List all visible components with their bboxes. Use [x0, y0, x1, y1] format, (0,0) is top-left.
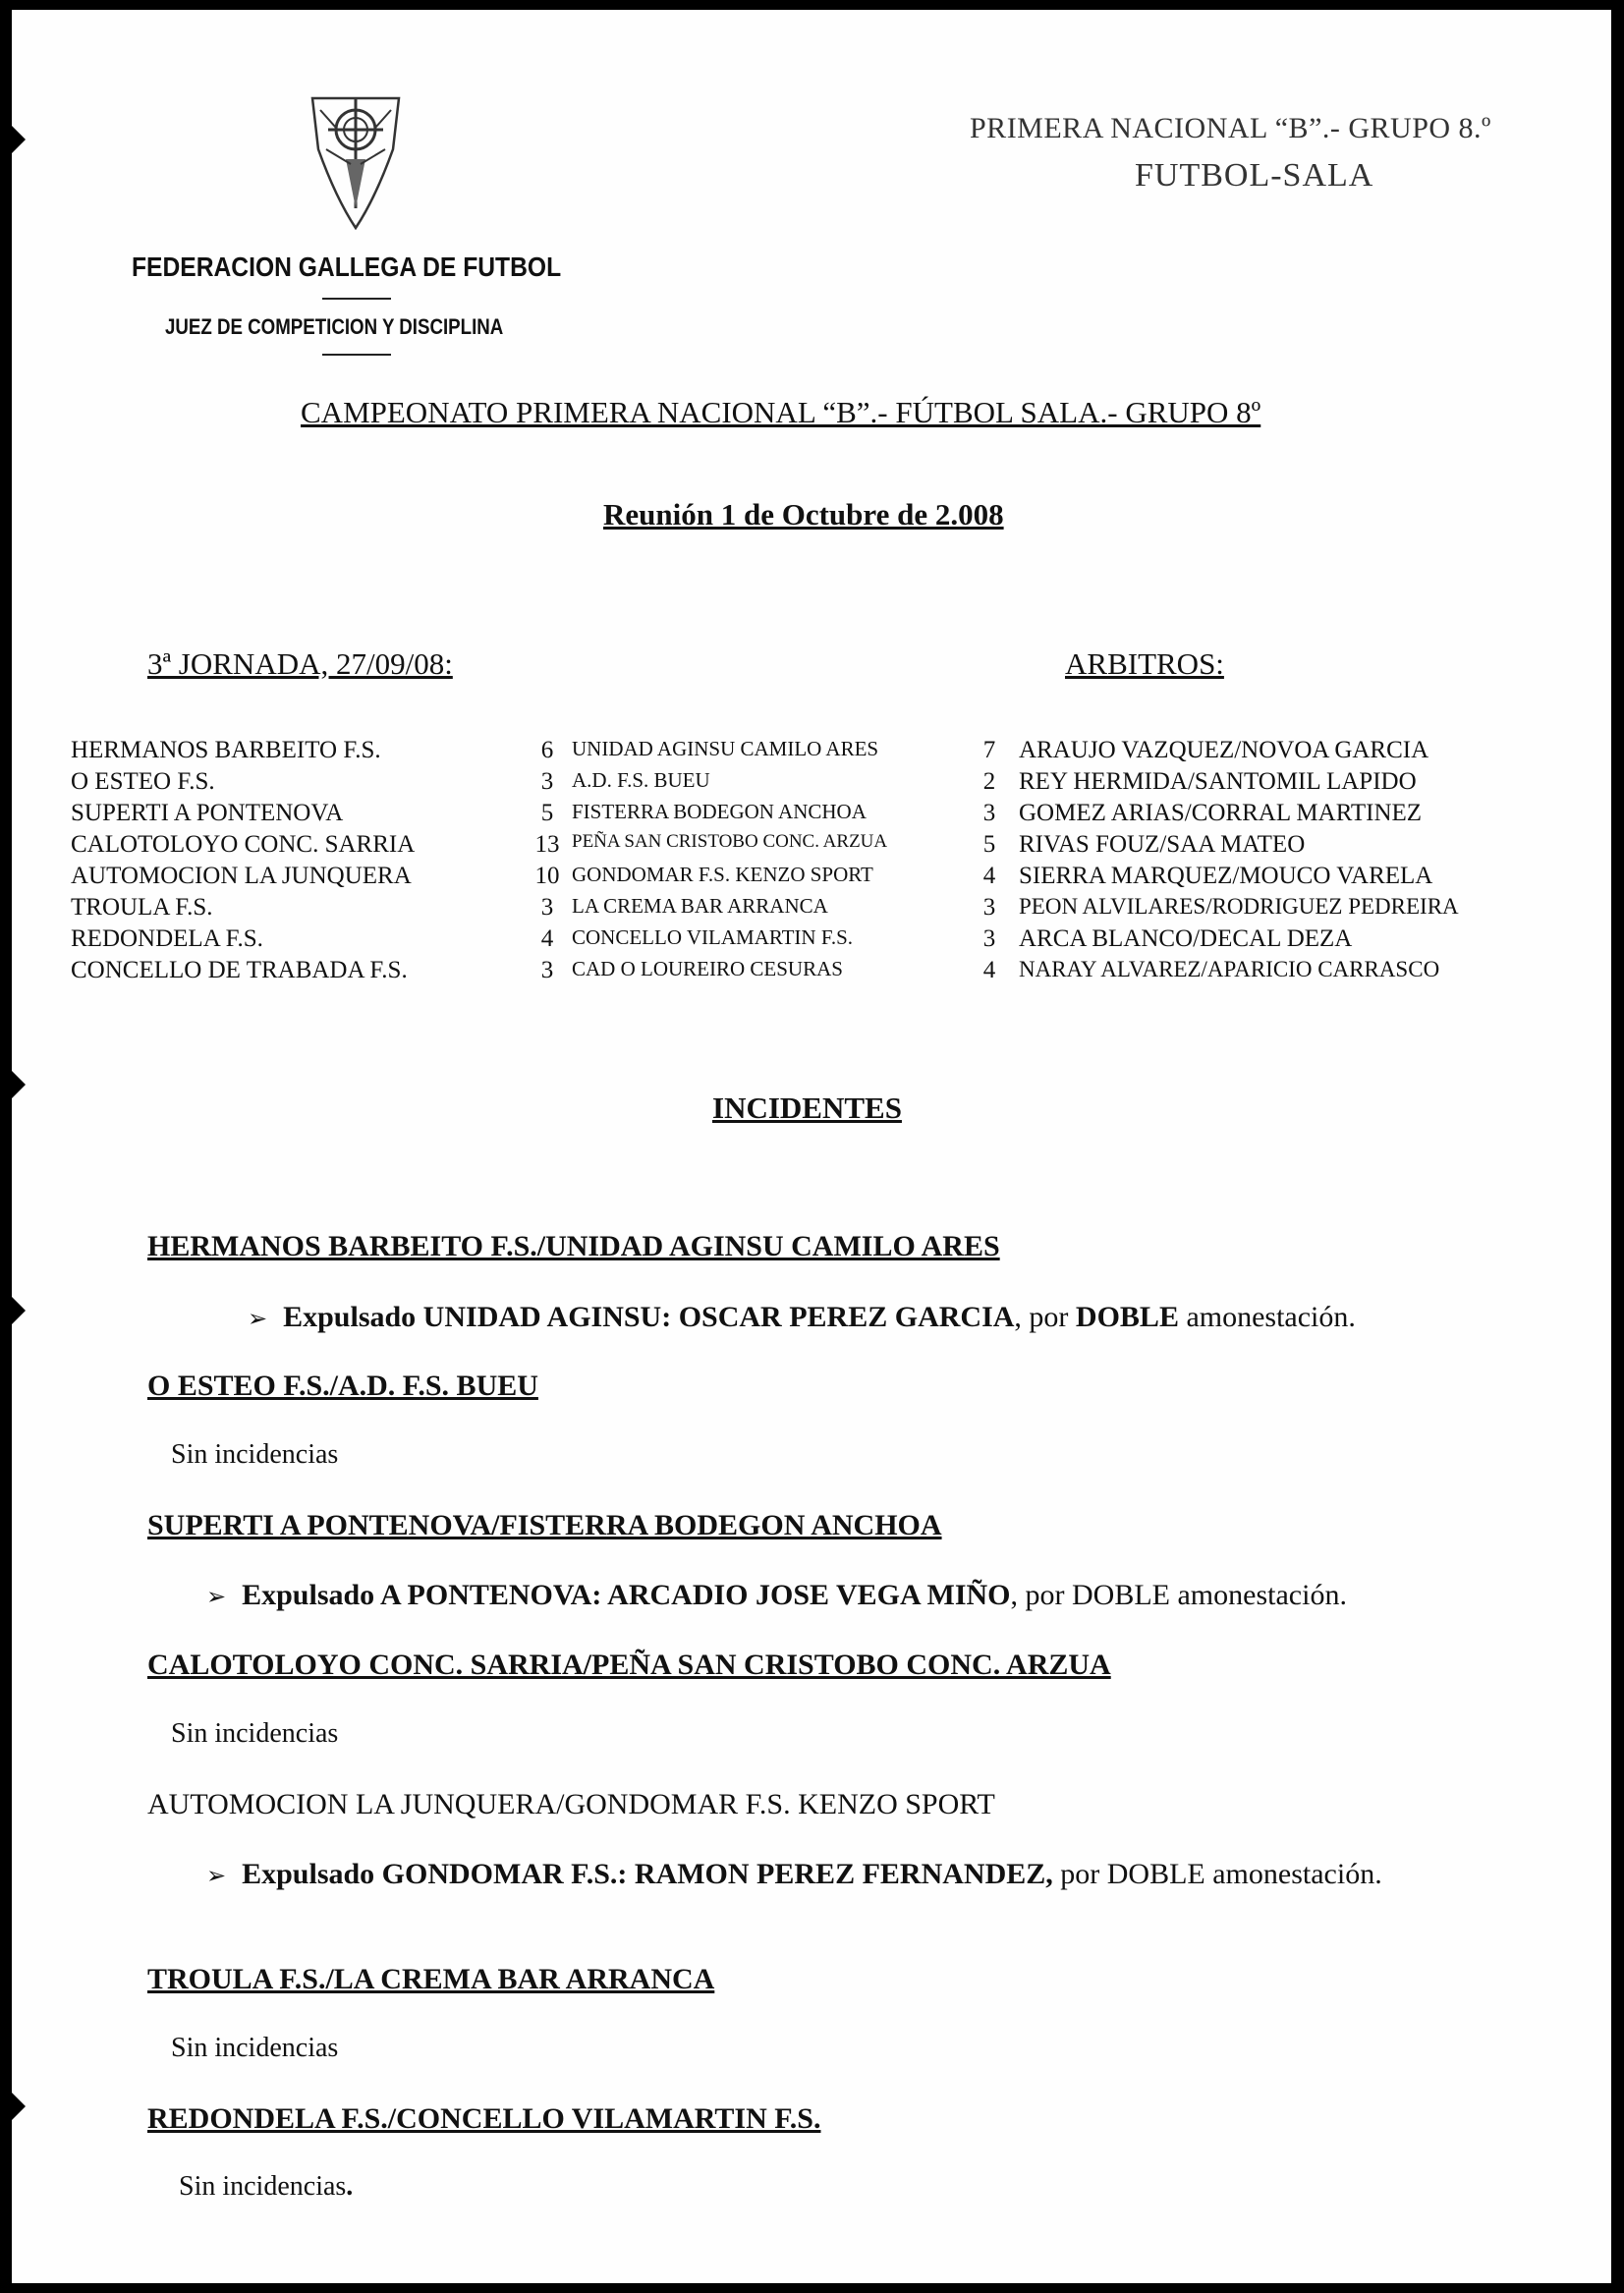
document-title: CAMPEONATO PRIMERA NACIONAL “B”.- FÚTBOL SALA.- GRUPO 8º — [301, 395, 1261, 429]
incident-text: por DOBLE amonestación. — [1052, 1858, 1382, 1890]
incidents-heading: INCIDENTES — [712, 1091, 902, 1125]
table-row — [12, 800, 1603, 831]
arrow-bullet-icon: ➢ — [206, 1864, 227, 1889]
home-score: 4 — [540, 925, 554, 952]
incident-match-title: HERMANOS BARBEITO F.S./UNIDAD AGINSU CAMILO ARES — [147, 1230, 1000, 1262]
torn-edge-mark — [12, 126, 26, 153]
away-score: 4 — [982, 863, 996, 889]
table-row — [12, 957, 1603, 988]
incident-match-title: AUTOMOCION LA JUNQUERA/GONDOMAR F.S. KENZO SPORT — [147, 1788, 995, 1820]
torn-edge-mark — [12, 1071, 26, 1098]
referees: NARAY ALVAREZ/APARICIO CARRASCO — [1019, 957, 1440, 981]
away-team: LA CREMA BAR ARRANCA — [572, 894, 828, 918]
referees: ARAUJO VAZQUEZ/NOVOA GARCIA — [1019, 737, 1429, 763]
incident-note — [179, 2171, 353, 2203]
incident-text: , por DOBLE amonestación. — [1010, 1579, 1347, 1611]
table-row — [12, 768, 1603, 800]
home-team: AUTOMOCION LA JUNQUERA — [71, 863, 412, 889]
table-row — [12, 925, 1603, 957]
home-score: 13 — [534, 831, 560, 858]
home-team: SUPERTI A PONTENOVA — [71, 800, 344, 826]
incident-text-bold: DOBLE — [1075, 1301, 1179, 1333]
home-score: 6 — [540, 737, 554, 763]
away-score: 2 — [982, 768, 996, 795]
away-score: 3 — [982, 894, 996, 921]
away-team: A.D. F.S. BUEU — [572, 768, 710, 792]
incident-bullet — [248, 1301, 1356, 1334]
referees: GOMEZ ARIAS/CORRAL MARTINEZ — [1019, 800, 1423, 826]
home-score: 3 — [540, 768, 554, 795]
divider — [322, 354, 391, 356]
away-score: 3 — [982, 800, 996, 826]
away-score: 5 — [982, 831, 996, 858]
referees: RIVAS FOUZ/SAA MATEO — [1019, 831, 1306, 858]
away-team: GONDOMAR F.S. KENZO SPORT — [572, 863, 873, 886]
arrow-bullet-icon: ➢ — [206, 1585, 227, 1610]
away-team: UNIDAD AGINSU CAMILO ARES — [572, 737, 879, 760]
incident-match-title: CALOTOLOYO CONC. SARRIA/PEÑA SAN CRISTOBO CONC. ARZUA — [147, 1649, 1111, 1681]
incident-bullet — [206, 1858, 1382, 1891]
incident-expulsion: Expulsado UNIDAD AGINSU: OSCAR PEREZ GARCIA — [283, 1301, 1015, 1333]
torn-edge-mark — [12, 1297, 26, 1324]
home-team: CONCELLO DE TRABADA F.S. — [71, 957, 408, 983]
table-row — [12, 831, 1603, 863]
competition-line-1: PRIMERA NACIONAL “B”.- GRUPO 8.º — [970, 112, 1491, 144]
torn-edge-mark — [12, 2093, 26, 2120]
away-team: CONCELLO VILAMARTIN F.S. — [572, 925, 854, 949]
referees: REY HERMIDA/SANTOMIL LAPIDO — [1019, 768, 1417, 795]
incident-match-title: TROULA F.S./LA CREMA BAR ARRANCA — [147, 1963, 715, 1995]
away-team: PEÑA SAN CRISTOBO CONC. ARZUA — [572, 831, 888, 852]
home-team: TROULA F.S. — [71, 894, 213, 921]
home-score: 5 — [540, 800, 554, 826]
incident-note-text: Sin incidencias — [179, 2171, 347, 2202]
home-team: HERMANOS BARBEITO F.S. — [71, 737, 381, 763]
ffg-shield-logo-icon — [307, 90, 405, 233]
away-score: 3 — [982, 925, 996, 952]
incident-text: , por — [1014, 1301, 1076, 1333]
away-team: CAD O LOUREIRO CESURAS — [572, 957, 843, 980]
federation-name: FEDERACION GALLEGA DE FUTBOL — [132, 252, 562, 282]
table-row — [12, 894, 1603, 925]
divider — [322, 298, 391, 300]
away-team: FISTERRA BODEGON ANCHOA — [572, 800, 867, 823]
table-row — [12, 737, 1603, 768]
away-score: 4 — [982, 957, 996, 983]
incident-bullet — [206, 1579, 1347, 1612]
table-row — [12, 863, 1603, 894]
incident-note: Sin incidencias — [171, 2033, 339, 2063]
incident-expulsion: Expulsado A PONTENOVA: ARCADIO JOSE VEGA MIÑO — [242, 1579, 1011, 1611]
referees-label: ARBITROS: — [1065, 646, 1224, 681]
home-team: CALOTOLOYO CONC. SARRIA — [71, 831, 416, 858]
home-team: O ESTEO F.S. — [71, 768, 215, 795]
home-score: 3 — [540, 957, 554, 983]
home-team: REDONDELA F.S. — [71, 925, 263, 952]
home-score: 3 — [540, 894, 554, 921]
incident-match-title: REDONDELA F.S./CONCELLO VILAMARTIN F.S. — [147, 2102, 821, 2135]
competition-line-2: FUTBOL-SALA — [1135, 157, 1374, 194]
away-score: 7 — [982, 737, 996, 763]
incident-match-title: O ESTEO F.S./A.D. F.S. BUEU — [147, 1370, 538, 1402]
arrow-bullet-icon: ➢ — [248, 1307, 268, 1332]
meeting-date: Reunión 1 de Octubre de 2.008 — [603, 497, 1004, 531]
incident-note: Sin incidencias — [171, 1718, 339, 1749]
incident-text: amonestación. — [1178, 1301, 1356, 1333]
referees: PEON ALVILARES/RODRIGUEZ PEDREIRA — [1019, 894, 1459, 919]
incident-note: Sin incidencias — [171, 1439, 339, 1470]
incident-note-period: . — [346, 2171, 354, 2202]
referees: SIERRA MARQUEZ/MOUCO VARELA — [1019, 863, 1433, 889]
round-label: 3ª JORNADA, 27/09/08: — [147, 646, 453, 681]
incident-match-title: SUPERTI A PONTENOVA/FISTERRA BODEGON ANCHOA — [147, 1509, 942, 1541]
referees: ARCA BLANCO/DECAL DEZA — [1019, 925, 1353, 952]
incident-expulsion: Expulsado GONDOMAR F.S.: RAMON PEREZ FERNANDEZ, — [242, 1858, 1053, 1890]
document-page — [12, 10, 1611, 2283]
home-score: 10 — [534, 863, 560, 889]
judge-title: JUEZ DE COMPETICION Y DISCIPLINA — [165, 314, 504, 339]
